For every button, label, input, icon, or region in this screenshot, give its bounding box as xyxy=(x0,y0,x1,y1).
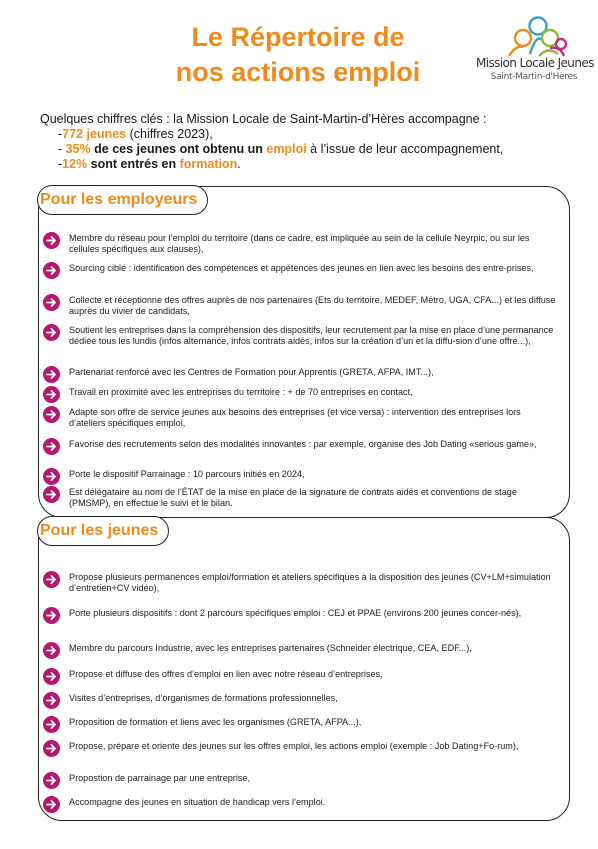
arrow-right-circle-icon xyxy=(43,262,60,279)
list-item-text: Sourcing ciblé : identification des compétences et appétences des jeunes en lien avec les besoins des entre-prises, xyxy=(69,263,534,273)
stat1-rest: (chiffres 2023), xyxy=(126,127,213,141)
list-item-text: Partenariat renforcé avec les Centres de Formation pour Apprentis (GRETA, AFPA, IMT...), xyxy=(69,367,434,377)
logo-subtitle: Saint-Martin-d'Hères xyxy=(490,72,578,82)
arrow-right-circle-icon xyxy=(43,796,60,813)
stat1-highlight: 772 jeunes xyxy=(62,127,127,141)
list-item-text: Visites d’entreprises, d’organismes de formations professionnelles, xyxy=(69,693,338,703)
logo-name: Mission Locale Jeunes xyxy=(476,56,594,70)
stat3-highlight2: formation xyxy=(179,157,238,171)
arrow-right-circle-icon xyxy=(43,740,60,757)
arrow-right-circle-icon xyxy=(43,772,60,789)
arrow-right-circle-icon xyxy=(43,692,60,709)
page-title xyxy=(118,20,478,90)
arrow-right-circle-icon xyxy=(43,571,60,588)
arrow-right-circle-icon xyxy=(43,716,60,733)
arrow-right-circle-icon xyxy=(43,406,60,423)
stat3-rest: . xyxy=(237,157,241,171)
stat2-rest: à l’issue de leur accompagnement, xyxy=(306,142,504,156)
stat-training xyxy=(40,157,580,172)
list-item-text: Porte plusieurs dispositifs : dont 2 parcours spécifiques emploi : CEJ et PPAE (environs 200 jeunes concer-nés), xyxy=(69,608,522,618)
list-item-text: Propose, prépare et oriente des jeunes sur les offres emploi, les actions emploi (exemple : Job Dating+Fo-rum), xyxy=(69,741,519,751)
stat-young-people xyxy=(40,127,580,142)
arrow-right-circle-icon xyxy=(43,366,60,383)
list-item-text: Porte le dispositif Parrainage : 10 parcours initiés en 2024, xyxy=(69,469,305,479)
list-item-text: Soutient les entreprises dans la compréhension des dispositifs, leur recrutement par la mise en place d’une permanance dédiée tous les lundis (infos alternance, infos contrats aidés, infos sur la création d’un et la diffu-sion d’une offre...), xyxy=(69,325,554,347)
arrow-right-circle-icon xyxy=(43,438,60,455)
intro-lead: Quelques chiffres clés : la Mission Locale de Saint-Martin-d’Hères accompagne : xyxy=(40,112,487,126)
youth-section-title: Pour les jeunes xyxy=(37,516,169,546)
youth-section xyxy=(38,517,570,821)
list-item-text: Propostion de parrainage par une entreprise, xyxy=(69,773,250,783)
title-line-1: Le Répertoire de xyxy=(191,22,405,52)
list-item-text: Accompagne des jeunes en situation de handicap vers l’emploi. xyxy=(69,797,326,807)
employers-section xyxy=(38,186,570,518)
arrow-right-circle-icon xyxy=(43,294,60,311)
list-item-text: Propose plusieurs permanences emploi/formation et ateliers spécifiques à la disposition des jeunes (CV+LM+simulation d’entretien+CV vidéo), xyxy=(69,572,551,594)
arrow-right-circle-icon xyxy=(43,386,60,403)
arrow-right-circle-icon xyxy=(43,486,60,503)
arrow-right-circle-icon xyxy=(43,607,60,624)
stat2-highlight2: emploi xyxy=(266,142,307,156)
arrow-right-circle-icon xyxy=(43,642,60,659)
list-item-text: Membre du parcours Industrie, avec les entreprises partenaires (Schneider électrique, CEA, EDF...), xyxy=(69,643,472,653)
list-item-text: Proposition de formation et liens avec les organismes (GRETA, AFPA...), xyxy=(69,717,362,727)
list-item-text: Favorise des recrutements selon des modalités innovantes : par exemple, organise des Job Dating «serious game», xyxy=(69,439,537,449)
stat2-highlight: 35% xyxy=(65,142,91,156)
list-item-text: Adapte son offre de service jeunes aux besoins des entreprises (et vice versa) : intervention des entreprises lors d’ateliers spécifiques emploi, xyxy=(69,407,521,429)
intro-key-figures xyxy=(40,112,580,172)
list-item-text: Membre du réseau pour l’emploi du territoire (dans ce cadre, est impliquée au sein de la cellule Neyrpic, ou sur les cellules spécifiques aux clauses), xyxy=(69,233,530,255)
stat3-bold: sont entrés en xyxy=(87,157,180,171)
stat3-prefix: - xyxy=(58,157,63,171)
arrow-right-circle-icon xyxy=(43,468,60,485)
arrow-right-circle-icon xyxy=(43,668,60,685)
stat1-prefix: - xyxy=(58,127,63,141)
stat3-highlight: 12% xyxy=(62,157,88,171)
stat2-bold: de ces jeunes ont obtenu un xyxy=(90,142,267,156)
arrow-right-circle-icon xyxy=(43,324,60,341)
arrow-right-circle-icon xyxy=(43,232,60,249)
list-item-text: Propose et diffuse des offres d’emploi en lien avec notre réseau d’entreprises, xyxy=(69,669,383,679)
list-item-text: Est délégataire au nom de l’ÉTAT de la mise en place de la signature de contrats aidés et conventions de stage (PMSMP), en effectue le suivi et le bilan. xyxy=(69,487,517,509)
mission-locale-logo-icon xyxy=(476,16,592,58)
stat2-prefix: - xyxy=(58,142,66,156)
list-item-text: Travail en proximité avec les entreprises du territoire : + de 70 entreprises en contact, xyxy=(69,387,413,397)
list-item-text: Collecte et réceptionne des offres auprès de nos partenaires (Ets du territoire, MEDEF, Métro, UGA, CFA...) et les diffuse auprès du vivier de candidats, xyxy=(69,295,556,317)
mission-locale-logo xyxy=(476,16,592,98)
employers-section-title: Pour les employeurs xyxy=(37,185,208,215)
title-line-2: nos actions emploi xyxy=(175,57,421,87)
stat-employment xyxy=(40,142,580,157)
